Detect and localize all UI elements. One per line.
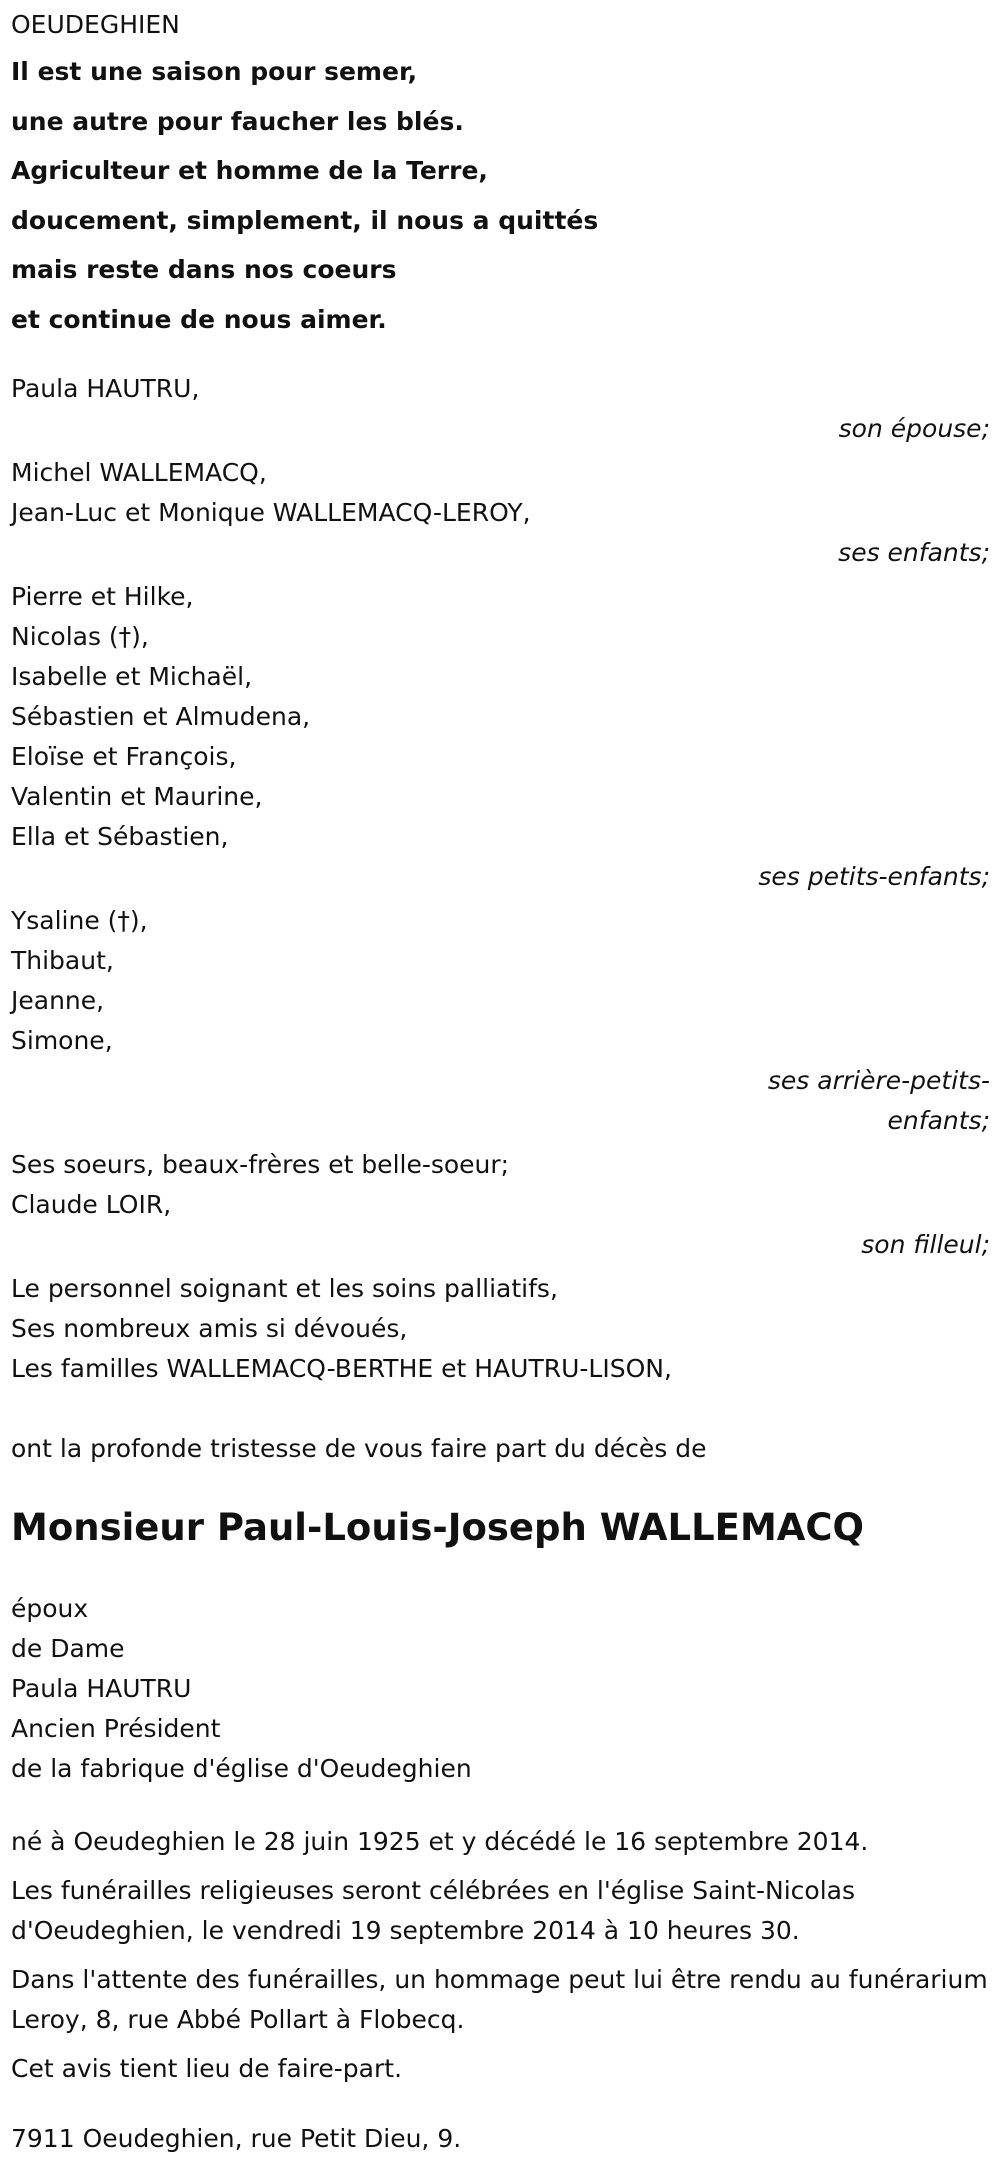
- poem-line: une autre pour faucher les blés.: [11, 106, 464, 136]
- tribute-paragraph: Dans l'attente des funérailles, un hommage peut lui être rendu au funérarium Leroy, 8, rue Abbé Pollart à Flobecq.: [11, 1965, 988, 2034]
- poem-line: Il est une saison pour semer,: [11, 57, 418, 86]
- notice-paragraph: Cet avis tient lieu de faire-part.: [11, 2054, 403, 2083]
- deceased-name: Monsieur Paul-Louis-Joseph WALLEMACQ: [11, 1506, 865, 1549]
- family-name: Valentin et Maurine,: [11, 782, 263, 811]
- detail-line: de la fabrique d'église d'Oeudeghien: [11, 1754, 472, 1783]
- family-name: Ella et Sébastien,: [11, 822, 229, 851]
- family-name: Simone,: [11, 1026, 113, 1055]
- place-heading: OEUDEGHIEN: [11, 10, 180, 39]
- deceased-details: [11, 1589, 990, 1789]
- family-name: Jeanne,: [11, 986, 105, 1015]
- family-group-children: [11, 453, 990, 573]
- family-name: Jean-Luc et Monique WALLEMACQ-LEROY,: [11, 498, 531, 527]
- family-group-great-grandchildren: [11, 901, 990, 1141]
- family-name: Les familles WALLEMACQ-BERTHE et HAUTRU-LISON,: [11, 1354, 672, 1383]
- family-name: Le personnel soignant et les soins palliatifs,: [11, 1274, 558, 1303]
- relation-label: ses enfants;: [838, 538, 990, 567]
- family-name: Michel WALLEMACQ,: [11, 458, 267, 487]
- poem-line: doucement, simplement, il nous a quittés: [11, 205, 599, 235]
- detail-line: Ancien Président: [11, 1714, 221, 1743]
- family-group-others: [11, 1269, 990, 1389]
- detail-line: de Dame: [11, 1634, 125, 1663]
- family-group-siblings-godson: [11, 1145, 990, 1265]
- poem: [11, 47, 990, 344]
- family-name: Ses nombreux amis si dévoués,: [11, 1314, 408, 1343]
- detail-line: époux: [11, 1594, 89, 1623]
- family-name: Thibaut,: [11, 946, 114, 975]
- detail-line: Paula HAUTRU: [11, 1674, 192, 1703]
- family-group-spouse: [11, 369, 990, 449]
- family-group-grandchildren: [11, 577, 990, 897]
- family-name: Paula HAUTRU,: [11, 374, 200, 403]
- relation-label: son épouse;: [838, 414, 990, 443]
- relation-label: ses petits-enfants;: [758, 862, 990, 891]
- family-name: Pierre et Hilke,: [11, 582, 194, 611]
- family-name: Claude LOIR,: [11, 1190, 172, 1219]
- family-name: Nicolas (†),: [11, 622, 149, 651]
- address: 7911 Oeudeghien, rue Petit Dieu, 9.: [11, 2124, 462, 2153]
- poem-line: et continue de nous aimer.: [11, 304, 387, 334]
- poem-line: mais reste dans nos coeurs: [11, 255, 397, 284]
- family-name: Ysaline (†),: [11, 906, 148, 935]
- poem-line: Agriculteur et homme de la Terre,: [11, 156, 488, 185]
- birth-death-paragraph: né à Oeudeghien le 28 juin 1925 et y décédé le 16 septembre 2014.: [11, 1827, 869, 1856]
- relation-label: son filleul;: [861, 1230, 990, 1259]
- funeral-paragraph: Les funérailles religieuses seront célébrées en l'église Saint-Nicolas d'Oeudeghien, le vendredi 19 septembre 2014 à 10 heures 30.: [11, 1876, 855, 1945]
- relation-label: ses arrière-petits-enfants;: [767, 1066, 990, 1135]
- family-name: Eloïse et François,: [11, 742, 237, 771]
- family-name: Isabelle et Michaël,: [11, 662, 253, 691]
- announcement: ont la profonde tristesse de vous faire part du décès de: [11, 1434, 707, 1463]
- family-name: Ses soeurs, beaux-frères et belle-soeur;: [11, 1150, 510, 1179]
- family-name: Sébastien et Almudena,: [11, 702, 311, 731]
